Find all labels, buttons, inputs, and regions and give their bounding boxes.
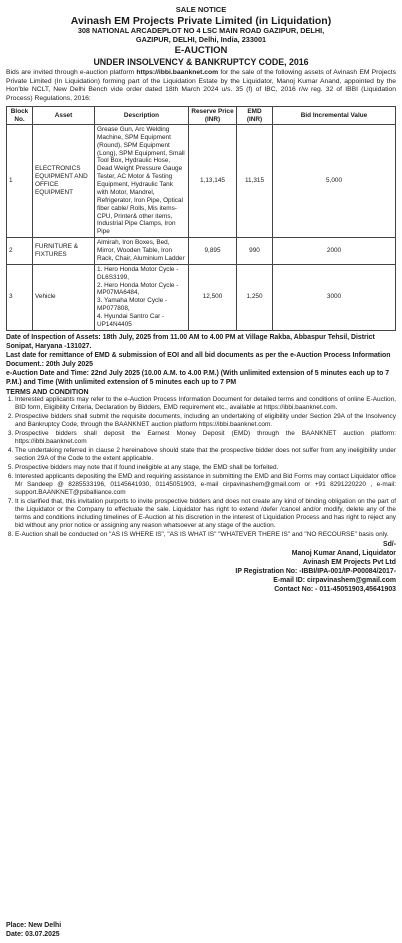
intro-paragraph [6,69,396,103]
code-title: UNDER INSOLVENCY & BANKRUPTCY CODE, 2016 [93,56,309,67]
signature-block [6,541,396,594]
auction-platform-link[interactable]: https://ibbi.baanknet.com [136,69,219,77]
contact-email: E-mail ID: cirpavinashem@gmail.com [273,576,396,584]
cell-description: 1. Hero Honda Motor Cycle -DL6S3199, 2. Hero Honda Motor Cycle - MP07MA6484, 3. Yamaha Motor Cycle - MP077808, 4. Hyundai Santro Car - UP14N4405 [95,264,189,330]
cell-block: 2 [7,238,33,265]
company-address-line-2: GAZIPUR, DELHI, Delhi, India, 233001 [135,34,267,44]
cell-bid-increment: 5,000 [273,124,396,237]
cell-emd: 990 [237,238,273,265]
auction-title: E-AUCTION [174,45,228,57]
cell-reserve-price: 1,13,145 [189,124,237,237]
inspection-date: Date of Inspection of Assets: 18th July, 2025 from 11.00 AM to 4.00 PM at Village Rakba, Abbaspur Tehsil, District Sonipat, Haryana -131027. [6,333,375,350]
cell-asset: Vehicle [33,264,95,330]
contact-number: Contact No: - 011-45051903,45641903 [274,585,396,593]
intro-text-end: for the sale of the following assets of Avinash EM Projects Private Limited (In Liquidation) forming part of the Liquidation Estate by the Liquidator, Manoj Kumar Anand, appointed by the Hon'ble NCLT, New Delhi Bench vide order dated 18th March 2024 u/s. 35 (f) of IBC, 2016 r/w reg. 32 of IBBI (Liquidation Process) Regulations, 2016: [6,69,397,102]
cell-emd: 11,315 [237,124,273,237]
ip-registration: IP Registration No: -IBBI/IPA-001/IP-P00084/2017- [235,567,396,575]
cell-reserve-price: 12,500 [189,264,237,330]
liquidator-name: Manoj Kumar Anand, Liquidator [291,550,396,558]
term-item: 3. Prospective bidders shall deposit the Earnest Money Deposit (EMD) through the BAANKNET auction platform: https://ibbi.baanknet.com [15,430,396,446]
place-date-block [6,922,61,940]
cell-bid-increment: 3000 [273,264,396,330]
cell-description: Grease Gun, Arc Welding Machine, SPM Equipment (Round), SPM Equipment (Long), SPM Equipment, Small Tool Box, Hydraulic Hose, Dead Weight Pressure Gauge Tester, AC Motor & Testing Equipment, Hydraulic Tank with Motor, Mandrel, Refrigerator, Iron Pipe, Optical fiber cable/ Rolls, Mis items- CPU, Printer& other items, Industrial Pipe Clamps, Iron Pipe [95,124,189,237]
header-bid-increment: Bid Incremental Value [273,107,396,125]
table-row [7,264,396,330]
company-name: Avinash EM Projects Private Limited (in Liquidation) [70,14,332,27]
term-item: 5. Prospective bidders may note that if found ineligible at any stage, the EMD shall be forfeited. [15,464,396,472]
cell-emd: 1,250 [237,264,273,330]
place: Place: New Delhi [6,922,62,930]
cell-description: Almirah, Iron Boxes, Bed, Mirror, Wooden Table, Iron Rack, Chair, Aluminium Ladder [95,238,189,265]
date: Date: 03.07.2025 [6,931,60,939]
signature-company: Avinash EM Projects Pvt Ltd [302,559,396,567]
term-item: 7. It is clarified that, this invitation purports to invite prospective bidders and does not create any kind of binding obligation on the part of the Liquidator or the Company to effectuate the sale. Liquidator has right to extend /defer /cancel and/or modify, delete any of the terms and conditions including timelines of E-Auction at his discretion in the interest of Liquidation Process and has right to reject any bid without any prior notice or assigning any reason whatsoever at any stage of the auction. [15,498,396,531]
notice-header [6,6,396,67]
term-item: 2. Prospective bidders shall submit the requisite documents, including an undertaking of eligibility under Section 29A of the Insolvency and Bankruptcy Code, through the BAANKNET auction platform https://ibbi.baanknet.com. [15,413,396,429]
header-asset: Asset [33,107,95,125]
cell-asset: FURNITURE & FIXTURES [33,238,95,265]
cell-reserve-price: 9,895 [189,238,237,265]
header-description: Description [95,107,189,125]
intro-text-start: Bids are invited through e-auction platform [6,69,137,77]
table-row [7,238,396,265]
sale-notice-label: SALE NOTICE [175,5,227,14]
cell-bid-increment: 2000 [273,238,396,265]
signature-sd: Sd/- [382,541,396,549]
header-block-no: Block No. [7,107,33,125]
term-item: 6. Interested applicants depositing the EMD and requiring assistance in submitting the EMD and Bid Forms may contact Liquidator office Mr Sandeep @ 8285533196, 01145641930, 01145051903, e-mail cirpavinashem@gmail.com or +91 8291220220 , e-mail: support.BAANKNET@psballiance.com [15,473,396,497]
cell-block: 3 [7,264,33,330]
terms-title: TERMS AND CONDITION [6,388,89,396]
header-reserve-price: Reserve Price (INR) [189,107,237,125]
table-row [7,124,396,237]
table-header-row [7,107,396,125]
terms-list [6,396,396,540]
cell-block: 1 [7,124,33,237]
auction-date-time: e-Auction Date and Time: 22nd July 2025 (10.00 A.M. to 4.00 P.M.) (With unlimited extension of 5 minutes each up to 7 P.M.) and Time (With unlimited extension of 5 minutes each up to 7 PM [6,369,390,386]
cell-asset: ELECTRONICS EQUIPMENT AND OFFICE EQUIPMENT [33,124,95,237]
term-item: 1. Interested applicants may refer to the e-Auction Process Information Document for detailed terms and conditions of online E-Auction, BID form, Eligibility Criteria, Declaration by Bidders, EMD requirement etc., available at https://ibbi.baanknet.com. [15,396,396,412]
term-item: 8. E-Auction shall be conducted on "AS IS WHERE IS", "AS IS WHAT IS" "WHATEVER THERE IS" and "NO RECOURSE" basis only. [15,531,396,539]
company-address-line-1: 308 NATIONAL ARCADEPLOT NO 4 LSC MAIN ROAD GAZIPUR, DELHI, [77,26,325,36]
last-date-emd: Last date for remittance of EMD & submission of EOI and all bid documents as per the e-Auction Process Information Document.: 20th July 2025 [6,351,391,368]
term-item: 4. The undertaking referred in clause 2 hereinabove should state that the prospective bidder does not suffer from any ineligibility under section 29A of the Code to the extent applicable. [15,447,396,463]
asset-table [6,106,396,331]
header-emd: EMD (INR) [237,107,273,125]
